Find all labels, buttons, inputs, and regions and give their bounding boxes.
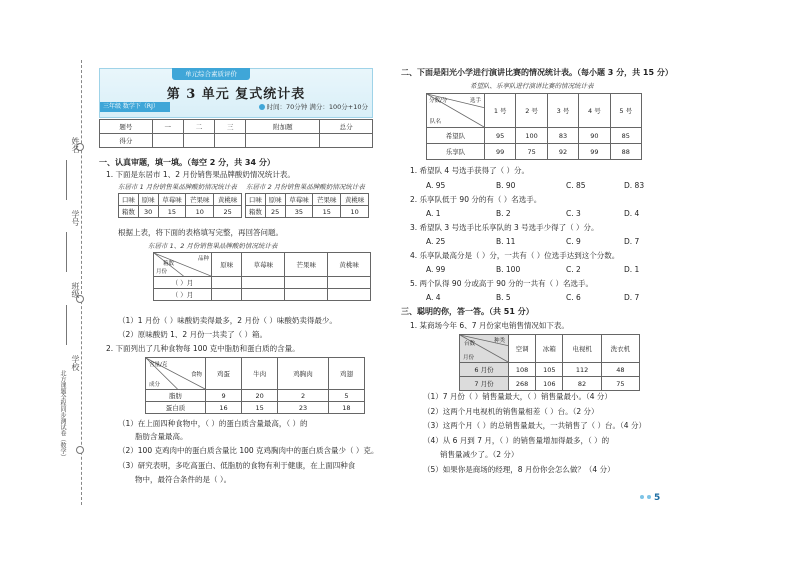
q1-caption-2: 东居市 2 月份销售果品牌酸奶情况统计表 [246, 183, 365, 191]
p2-q1-option-c[interactable]: C. 85 [566, 181, 586, 190]
table-cell: 4 号 [579, 94, 610, 128]
blank-cell[interactable] [242, 289, 285, 301]
table-cell: 口味 [119, 194, 139, 206]
corner-label: 成分 [149, 382, 161, 388]
table-cell: 83 [547, 128, 578, 144]
table-cell: 鸡胸肉 [278, 358, 329, 390]
q1-caption-1: 东居市 1 月份销售果品牌酸奶情况统计表 [118, 183, 237, 191]
banner-tag: 单元综合素质评价 [172, 68, 250, 80]
cut-line [81, 60, 82, 505]
table-cell: 30 [138, 206, 158, 218]
blank-cell[interactable] [242, 277, 285, 289]
id-label: 学号 [71, 210, 80, 226]
p2-q4-option-c[interactable]: C. 2 [566, 265, 581, 274]
q1-combined-table [153, 252, 371, 301]
p2-q4-option-d[interactable]: D. 1 [624, 265, 640, 274]
table-cell: 口味 [246, 194, 266, 206]
q2-table [145, 357, 365, 414]
table-cell: 90 [579, 128, 610, 144]
p2-q3-option-b[interactable]: B. 11 [496, 237, 516, 246]
dot-icon [640, 495, 644, 499]
table-cell: 9 [206, 390, 242, 402]
p2-q1-option-b[interactable]: B. 90 [496, 181, 516, 190]
table-cell: 112 [563, 363, 601, 377]
table-cell: 85 [610, 128, 641, 144]
table-cell: 20 [242, 390, 278, 402]
table-cell: 黄桃味 [341, 194, 369, 206]
score-cell[interactable] [246, 134, 320, 148]
page-title: 第 3 单元 复式统计表 [166, 87, 306, 102]
p2-q2-option-b[interactable]: B. 2 [496, 209, 511, 218]
corner-label: 含量/克 [149, 362, 168, 368]
table-cell: 25 [265, 206, 285, 218]
unit-banner [99, 68, 373, 118]
table-cell: 洗衣机 [601, 335, 639, 363]
table-cell: 草莓味 [285, 194, 313, 206]
p2-q5-option-c[interactable]: C. 6 [566, 293, 581, 302]
table-cell: 10 [341, 206, 369, 218]
table-cell: 鸡翅 [328, 358, 364, 390]
page-number-text: 5 [654, 493, 661, 503]
diagonal-header-cell [427, 94, 485, 128]
p2-q3-option-a[interactable]: A. 25 [426, 237, 446, 246]
blank-cell[interactable] [285, 277, 328, 289]
q2-sub3a: （3）研究表明，多吃高蛋白、低脂肪的食物有利于健康，在上面四种食 [118, 461, 356, 470]
table-cell: 芒果味 [313, 194, 341, 206]
p3-s3: （3）这两个月（ ）的总销售量最大，一共销售了（ ）台。（4 分） [423, 421, 646, 430]
table-cell: 芒果味 [285, 253, 328, 277]
table-cell: 82 [563, 377, 601, 391]
q1-text: 1. 下面是东居市 1、2 月份销售果品牌酸奶情况统计表。 [106, 170, 295, 179]
school-label: 学校 [71, 355, 80, 371]
diagonal-header-cell [146, 358, 206, 390]
table-cell: 鸡蛋 [206, 358, 242, 390]
score-header-cell: 一 [152, 120, 183, 134]
dot-icon [647, 495, 651, 499]
p3-s2: （2）这两个月电视机的销售量相差（ ）台。（2 分） [423, 407, 599, 416]
table-cell: 100 [516, 128, 547, 144]
p2-q5-option-b[interactable]: B. 5 [496, 293, 511, 302]
p3-s5: （5）如果你是商场的经理，8 月份你会怎么做？（4 分） [423, 465, 615, 474]
part2-heading: 二、下面是阳光小学进行演讲比赛的情况统计表。（每小题 3 分，共 15 分） [401, 68, 673, 77]
table-cell: 10 [186, 206, 214, 218]
corner-label: 箱数 [163, 261, 175, 267]
table-cell: 1 号 [485, 94, 516, 128]
table-cell: 箱数 [246, 206, 266, 218]
table-cell: 105 [536, 363, 563, 377]
q2-sub2: （2）100 克鸡肉中的蛋白质含量比 100 克鸡胸肉中的蛋白质含量少（ ）克。 [118, 446, 379, 455]
table-cell: 25 [214, 206, 242, 218]
q2-text: 2. 下面列出了几种食物每 100 克中脂肪和蛋白质的含量。 [106, 344, 300, 353]
corner-label: 选手 [469, 98, 481, 104]
score-header-cell: 题号 [100, 120, 153, 134]
corner-label: 台数 [464, 341, 476, 347]
score-header-cell: 附加题 [246, 120, 320, 134]
q2-sub3b: 物中，最符合条件的是（ ）。 [135, 475, 232, 484]
score-cell[interactable] [183, 134, 214, 148]
corner-label: 月份 [463, 355, 475, 361]
score-cell[interactable] [152, 134, 183, 148]
score-cell[interactable] [320, 134, 373, 148]
blank-cell[interactable] [212, 277, 242, 289]
table-cell: 箱数 [119, 206, 139, 218]
row-label: 7 月份 [460, 377, 509, 391]
side-footer-text: 北方课题全程同步测试卷（数学） [59, 370, 66, 460]
table-cell: 冰箱 [536, 335, 563, 363]
p2-q2: 2. 乐享队低于 90 分的有（ ）名选手。 [410, 195, 542, 204]
part2-caption: 希望队、乐享队进行演讲比赛的情况统计表 [470, 82, 594, 90]
blank-cell[interactable] [328, 289, 371, 301]
p2-q3-option-c[interactable]: C. 9 [566, 237, 581, 246]
p3-s4b: 销售量减少了。（2 分） [440, 450, 519, 459]
p2-q2-option-c[interactable]: C. 3 [566, 209, 581, 218]
corner-label: 品种 [197, 256, 209, 262]
q1-instruction: 根据上表，将下面的表格填写完整，再回答问题。 [118, 228, 283, 237]
table-cell: 18 [328, 402, 364, 414]
clock-icon [259, 104, 265, 110]
score-row-label: 得分 [100, 134, 153, 148]
table-cell: 黄桃味 [328, 253, 371, 277]
score-header-cell: 总分 [320, 120, 373, 134]
binding-hole [76, 446, 84, 454]
table-cell: 原味 [138, 194, 158, 206]
table-cell: 2 号 [516, 94, 547, 128]
q2-sub1b: 脂肪含量最高。 [135, 432, 188, 441]
corner-label: 种类 [493, 338, 505, 344]
blank-cell[interactable] [285, 289, 328, 301]
table-cell: 空调 [509, 335, 536, 363]
table-cell: 108 [509, 363, 536, 377]
part3-table [459, 334, 640, 391]
p3-q1: 1. 某商场今年 6、7 月份家电销售情况如下表。 [410, 321, 569, 330]
month-cell[interactable]: （ ）月 [154, 277, 212, 289]
table-cell: 5 号 [610, 94, 641, 128]
corner-label: 月份 [156, 269, 168, 275]
corner-label: 食物 [190, 372, 202, 378]
q1-caption-3: 东居市 1、2 月份销售果品牌酸奶情况统计表 [148, 242, 278, 250]
diagonal-header-cell [460, 335, 509, 363]
table-cell: 106 [536, 377, 563, 391]
id-underline [66, 232, 67, 272]
part1-heading: 一、认真审题，填一填。（每空 2 分，共 34 分） [99, 158, 275, 167]
grade-label: 三年级 数学下（RJ） [100, 102, 170, 112]
table-cell: 电视机 [563, 335, 601, 363]
p2-q4-option-b[interactable]: B. 100 [496, 265, 521, 274]
time-score-info [259, 102, 368, 111]
p2-q1-option-a[interactable]: A. 95 [426, 181, 446, 190]
p2-q1: 1. 希望队 4 号选手获得了（ ）分。 [410, 166, 529, 175]
score-header-cell: 三 [215, 120, 246, 134]
table-cell: 牛肉 [242, 358, 278, 390]
name-underline [66, 160, 67, 200]
p2-q5: 5. 两个队得 90 分或高于 90 分的一共有（ ）名选手。 [410, 279, 594, 288]
table-cell: 草莓味 [242, 253, 285, 277]
table-cell: 35 [285, 206, 313, 218]
p2-q1-option-d[interactable]: D. 83 [624, 181, 645, 190]
table-cell: 5 [328, 390, 364, 402]
class-label: 班级 [71, 282, 80, 298]
p2-q3: 3. 希望队 3 号选手比乐享队的 3 号选手少得了（ ）分。 [410, 223, 599, 232]
table-cell: 48 [601, 363, 639, 377]
name-label: 姓名 [71, 137, 80, 153]
p2-q3-option-d[interactable]: D. 7 [624, 237, 640, 246]
row-label: 蛋白质 [146, 402, 206, 414]
p3-s1: （1）7 月份（ ）销售量最大，（ ）销售量最小。（4 分） [423, 392, 612, 401]
q1-sub2: （2）原味酸奶 1、2 月份一共卖了（ ）箱。 [118, 330, 267, 339]
row-label: 6 月份 [460, 363, 509, 377]
table-cell: 原味 [265, 194, 285, 206]
table-cell: 15 [313, 206, 341, 218]
q1-table-jan [118, 193, 242, 218]
p2-q4: 4. 乐享队最高分是（ ）分，一共有（ ）位选手达到这个分数。 [410, 251, 620, 260]
table-cell: 88 [610, 144, 641, 160]
table-cell: 草莓味 [158, 194, 186, 206]
table-cell: 16 [206, 402, 242, 414]
row-label: 脂肪 [146, 390, 206, 402]
time-text: 时间：70分钟 满分：100分+10分 [266, 103, 368, 111]
table-cell: 95 [485, 128, 516, 144]
page-number [640, 493, 660, 503]
table-cell: 黄桃味 [214, 194, 242, 206]
row-label: 希望队 [427, 128, 485, 144]
corner-label: 队名 [430, 119, 442, 125]
p2-q2-option-a[interactable]: A. 1 [426, 209, 441, 218]
p3-s4a: （4）从 6 月到 7 月，（ ）的销售量增加得最多，（ ）的 [423, 436, 610, 445]
part2-table [426, 93, 642, 160]
table-cell: 3 号 [547, 94, 578, 128]
table-cell: 99 [579, 144, 610, 160]
p2-q5-option-d[interactable]: D. 7 [624, 293, 640, 302]
q1-table-feb [245, 193, 369, 218]
table-cell: 15 [158, 206, 186, 218]
month-cell[interactable]: （ ）月 [154, 289, 212, 301]
row-label: 乐享队 [427, 144, 485, 160]
table-cell: 268 [509, 377, 536, 391]
score-cell[interactable] [215, 134, 246, 148]
p2-q2-option-d[interactable]: D. 4 [624, 209, 640, 218]
q1-sub1: （1）1 月份（ ）味酸奶卖得最多，2 月份（ ）味酸奶卖得最少。 [118, 316, 337, 325]
blank-cell[interactable] [212, 289, 242, 301]
table-cell: 99 [485, 144, 516, 160]
p2-q5-option-a[interactable]: A. 4 [426, 293, 441, 302]
score-header-cell: 二 [183, 120, 214, 134]
corner-label: 分数/分 [429, 98, 448, 104]
table-cell: 75 [601, 377, 639, 391]
table-cell: 原味 [212, 253, 242, 277]
table-cell: 92 [547, 144, 578, 160]
table-cell: 15 [242, 402, 278, 414]
q2-sub1a: （1）在上面四种食物中，（ ）的蛋白质含量最高，（ ）的 [118, 419, 308, 428]
binding-margin [0, 0, 95, 562]
diagonal-header-cell [154, 253, 212, 277]
table-cell: 2 [278, 390, 329, 402]
p2-q4-option-a[interactable]: A. 99 [426, 265, 446, 274]
part3-heading: 三、聪明的你，答一答。（共 51 分） [401, 307, 534, 316]
table-cell: 芒果味 [186, 194, 214, 206]
class-underline [66, 305, 67, 345]
score-table [99, 119, 373, 148]
table-cell: 23 [278, 402, 329, 414]
blank-cell[interactable] [328, 277, 371, 289]
table-cell: 75 [516, 144, 547, 160]
